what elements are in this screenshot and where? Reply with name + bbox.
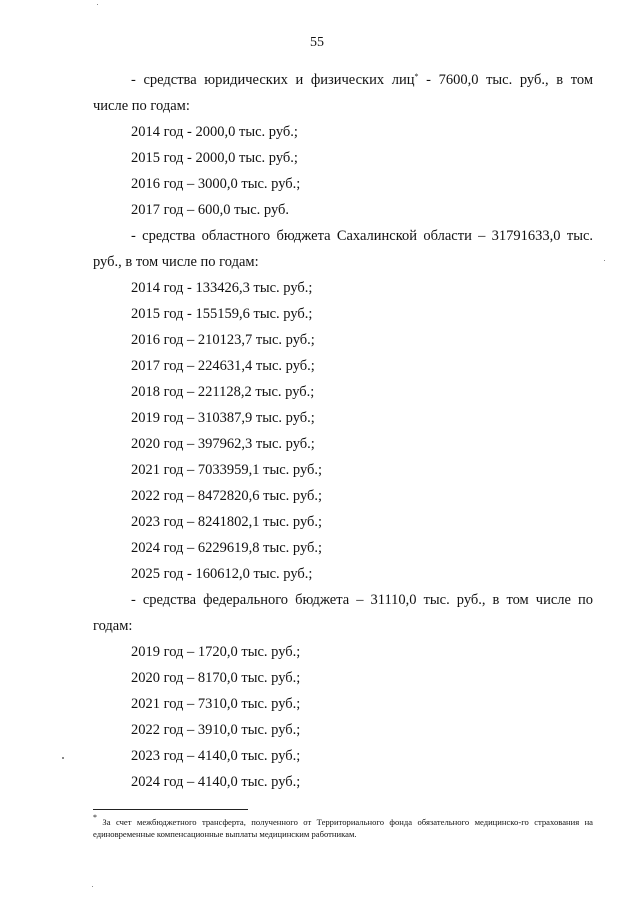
year-line: 2023 год – 4140,0 тыс. руб.;	[131, 748, 301, 764]
year-line: 2020 год – 397962,3 тыс. руб.;	[131, 436, 315, 452]
year-line: 2016 год – 3000,0 тыс. руб.;	[131, 176, 301, 192]
year-line: 2021 год – 7310,0 тыс. руб.;	[131, 696, 301, 712]
page-number: 55	[310, 35, 324, 50]
year-line: 2022 год – 3910,0 тыс. руб.;	[131, 722, 301, 738]
year-line: 2014 год - 133426,3 тыс. руб.;	[131, 280, 313, 296]
paragraph-continuation: годам:	[93, 618, 133, 634]
year-line: 2021 год – 7033959,1 тыс. руб.;	[131, 462, 323, 478]
year-line: 2025 год - 160612,0 тыс. руб.;	[131, 566, 313, 582]
paragraph-lead: - средства юридических и физических лиц	[131, 72, 415, 88]
paragraph-tail: - 7600,0 тыс. руб., в том	[418, 72, 593, 88]
paragraph-regional-budget: - средства областного бюджета Сахалинской области – 31791633,0 тыс.	[131, 228, 593, 244]
year-line: 2023 год – 8241802,1 тыс. руб.;	[131, 514, 323, 530]
scan-speck	[62, 757, 64, 759]
year-line: 2016 год – 210123,7 тыс. руб.;	[131, 332, 315, 348]
footnote-text: За счет межбюджетного трансферта, полученного от Территориального фонда обязательного медицинско-го страхования на единовременные компенсационные выплаты медицинским работникам.	[93, 817, 593, 839]
paragraph-continuation: руб., в том числе по годам:	[93, 254, 259, 270]
year-line: 2020 год – 8170,0 тыс. руб.;	[131, 670, 301, 686]
year-line: 2014 год - 2000,0 тыс. руб.;	[131, 124, 298, 140]
year-line: 2017 год – 224631,4 тыс. руб.;	[131, 358, 315, 374]
year-line: 2015 год - 155159,6 тыс. руб.;	[131, 306, 313, 322]
year-line: 2019 год – 1720,0 тыс. руб.;	[131, 644, 301, 660]
footnote-mark: *	[93, 813, 97, 822]
year-line: 2024 год – 6229619,8 тыс. руб.;	[131, 540, 323, 556]
scan-speck	[92, 886, 93, 887]
document-body	[93, 67, 593, 795]
footnote-separator	[93, 809, 248, 810]
scan-speck	[97, 4, 98, 5]
footnote	[93, 813, 593, 840]
year-line: 2024 год – 4140,0 тыс. руб.;	[131, 774, 301, 790]
year-line: 2022 год – 8472820,6 тыс. руб.;	[131, 488, 323, 504]
year-line: 2017 год – 600,0 тыс. руб.	[131, 202, 290, 218]
footnote-reference: *	[414, 72, 419, 81]
year-line: 2019 год – 310387,9 тыс. руб.;	[131, 410, 315, 426]
scan-speck	[604, 260, 605, 261]
paragraph-legal-persons-funds	[93, 67, 593, 93]
paragraph-federal-budget: - средства федерального бюджета – 31110,0 тыс. руб., в том числе по	[131, 592, 593, 608]
paragraph-continuation: числе по годам:	[93, 98, 190, 114]
year-line: 2015 год - 2000,0 тыс. руб.;	[131, 150, 298, 166]
year-line: 2018 год – 221128,2 тыс. руб.;	[131, 384, 315, 400]
